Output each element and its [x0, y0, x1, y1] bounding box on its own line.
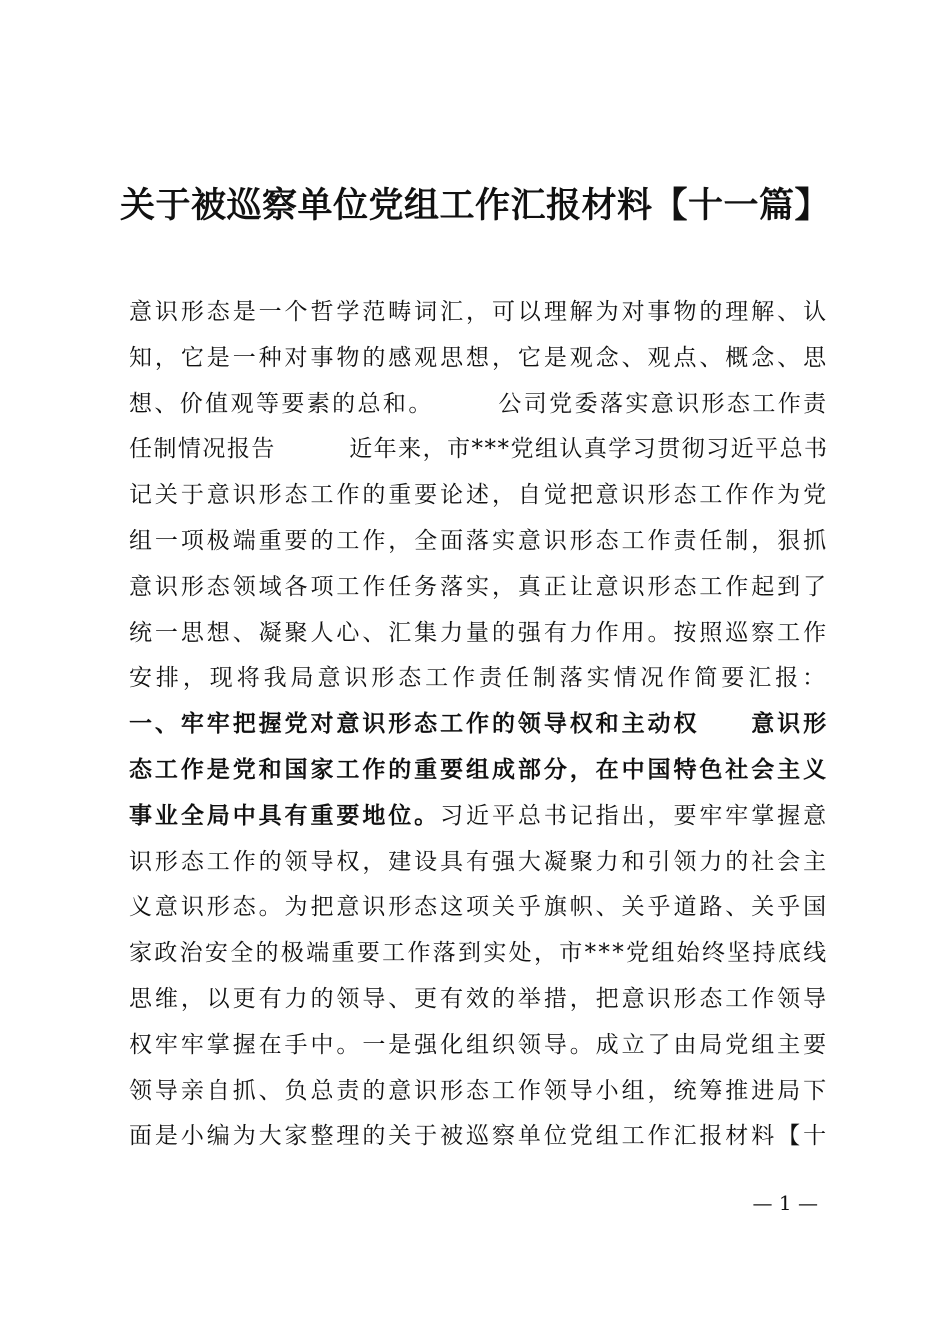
page-number: — 1 — — [752, 1191, 818, 1215]
text-segment: 组一项极端重要的工作，全面落实意识形态工作责任制，狠抓 — [129, 527, 829, 554]
text-segment: 记关于意识形态工作的重要论述，自觉把意识形态工作作为党 — [129, 482, 829, 509]
text-segment: 义意识形态。为把意识形态这项关乎旗帜、关乎道路、关乎国 — [129, 894, 829, 921]
text-line — [129, 794, 829, 840]
document-title: 关于被巡察单位党组工作汇报材料【十一篇】 — [119, 186, 830, 226]
text-segment: 识形态工作的领导权，建设具有强大凝聚力和引领力的社会主 — [129, 848, 829, 875]
text-line — [129, 611, 829, 657]
text-line — [129, 519, 829, 565]
bold-text-segment: 一、牢牢把握党对意识形态工作的领导权和主动权 意识形 — [129, 711, 829, 738]
text-segment: 权牢牢掌握在手中。一是强化组织领导。成立了由局党组主要 — [129, 1031, 829, 1058]
text-line — [129, 748, 829, 794]
text-segment: 知，它是一种对事物的感观思想，它是观念、观点、概念、思 — [129, 344, 829, 371]
text-line — [129, 382, 829, 428]
bold-text-segment: 事业全局中具有重要地位。 — [129, 802, 441, 829]
text-line — [129, 336, 829, 382]
text-line — [129, 1069, 829, 1115]
text-line — [129, 977, 829, 1023]
text-segment: 想、价值观等要素的总和。 公司党委落实意识形态工作责 — [129, 390, 829, 417]
text-line — [129, 1023, 829, 1069]
document-body — [129, 290, 829, 1160]
text-segment: 统一思想、凝聚人心、汇集力量的强有力作用。按照巡察工作 — [129, 619, 829, 646]
bold-text-segment: 态工作是党和国家工作的重要组成部分，在中国特色社会主义 — [129, 756, 829, 783]
text-segment: 领导亲自抓、负总责的意识形态工作领导小组，统筹推进局下 — [129, 1077, 829, 1104]
text-line — [129, 473, 829, 519]
text-line — [129, 840, 829, 886]
text-segment: 家政治安全的极端重要工作落到实处，市***党组始终坚持底线 — [129, 940, 829, 967]
text-line — [129, 702, 829, 748]
text-line — [129, 885, 829, 931]
text-line — [129, 290, 829, 336]
text-line — [129, 656, 829, 702]
text-segment: 意识形态领域各项工作任务落实，真正让意识形态工作起到了 — [129, 573, 829, 600]
text-line — [129, 427, 829, 473]
text-segment: 任制情况报告 近年来，市***党组认真学习贯彻习近平总书 — [129, 436, 829, 463]
text-segment: 安排，现将我局意识形态工作责任制落实情况作简要汇报： — [129, 665, 829, 692]
text-line — [129, 1114, 829, 1160]
text-segment: 意识形态是一个哲学范畴词汇，可以理解为对事物的理解、认 — [129, 299, 829, 325]
text-segment: 习近平总书记指出，要牢牢掌握意 — [440, 802, 829, 829]
text-line — [129, 565, 829, 611]
text-segment: 思维，以更有力的领导、更有效的举措，把意识形态工作领导 — [129, 985, 829, 1012]
text-line — [129, 931, 829, 977]
text-segment: 面是小编为大家整理的关于被巡察单位党组工作汇报材料【十 — [129, 1123, 829, 1150]
